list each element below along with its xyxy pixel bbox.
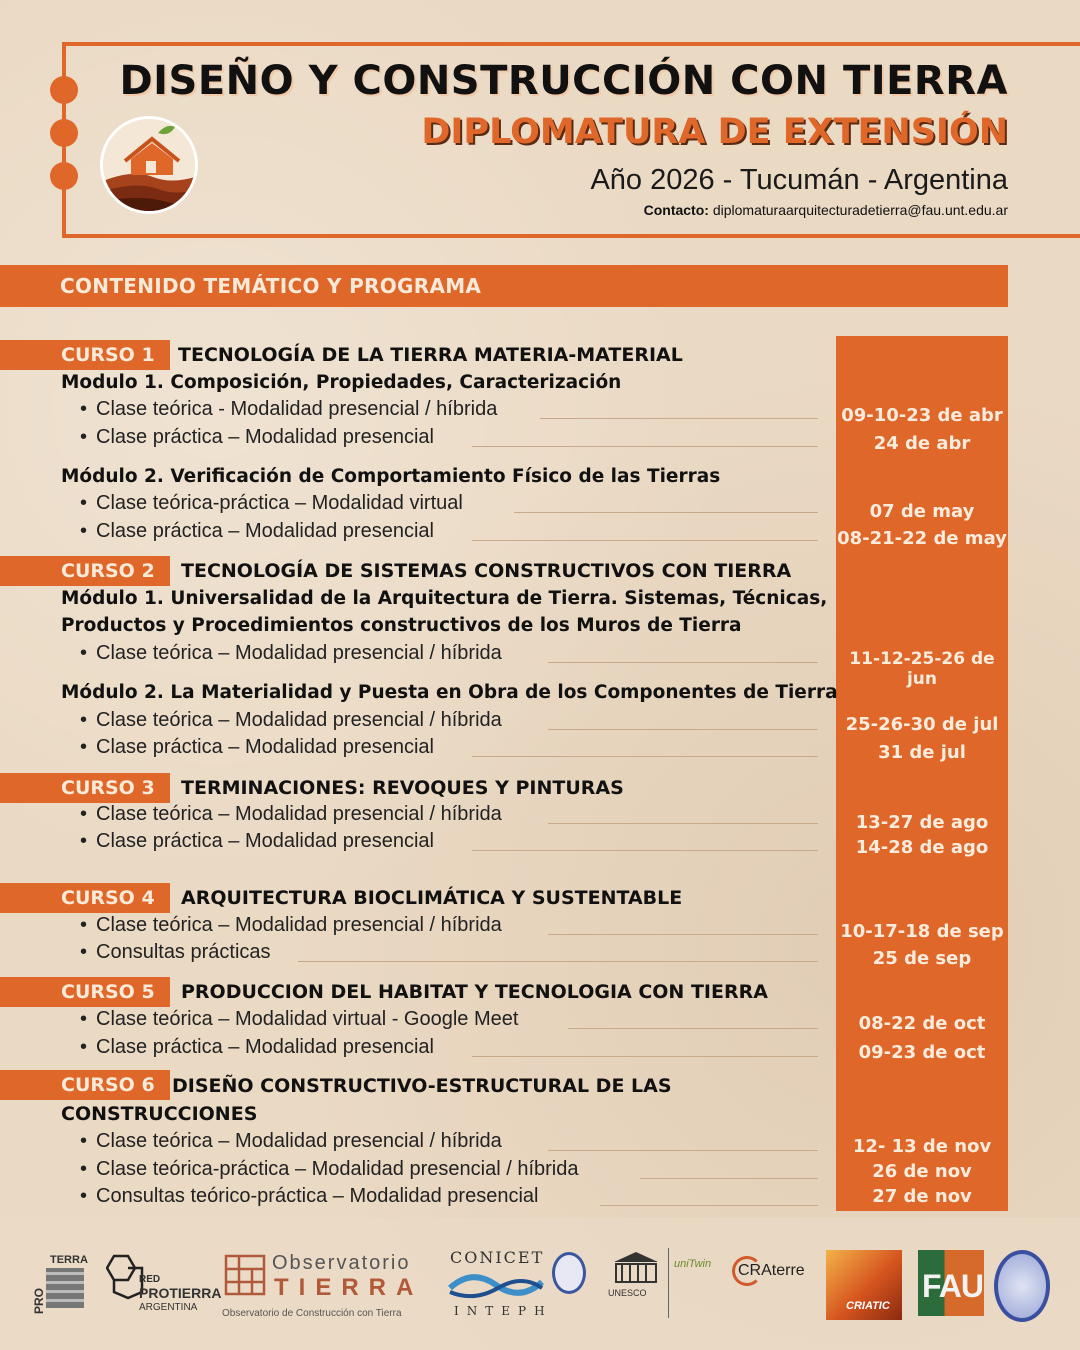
class-item: • Consultas prácticas [80, 941, 271, 963]
module-title: Módulo 1. Universalidad de la Arquitectura de Tierra. Sistemas, Técnicas, [61, 588, 828, 609]
class-item: • Clase práctica – Modalidad presencial [80, 520, 434, 542]
module-title: Módulo 2. Verificación de Comportamiento Físico de las Tierras [61, 466, 721, 487]
leader-line [472, 756, 818, 757]
course-tag: CURSO 5 [0, 977, 170, 1007]
pro-terra-logo: TERRA PRO [32, 1254, 88, 1315]
module-title: Módulo 2. La Materialidad y Puesta en Obra de los Componentes de Tierra [61, 682, 838, 703]
date-label: 31 de jul [878, 742, 966, 763]
decor-dot [50, 76, 78, 104]
main-title: DISEÑO Y CONSTRUCCIÓN CON TIERRA [119, 58, 1008, 104]
module-title: Modulo 1. Composición, Propiedades, Caracterización [61, 372, 622, 393]
class-item: • Clase práctica – Modalidad presencial [80, 426, 434, 448]
footer-logos [0, 1218, 1080, 1350]
class-item: • Clase teórica – Modalidad presencial / híbrida [80, 709, 502, 731]
date-label: 13-27 de ago [855, 812, 989, 833]
class-item: • Clase teórica-práctica – Modalidad virtual [80, 492, 463, 514]
date-label: 07 de may [869, 501, 975, 522]
leader-line [548, 1150, 818, 1151]
leader-line [640, 1178, 818, 1179]
course-title: ARQUITECTURA BIOCLIMÁTICA Y SUSTENTABLE [181, 887, 683, 909]
leader-line [298, 961, 818, 962]
date-label: 27 de nov [872, 1186, 972, 1207]
course-title: TERMINACIONES: REVOQUES Y PINTURAS [181, 777, 624, 799]
unesco-unitwin-logo: UNESCO uniTwin [604, 1248, 724, 1328]
grid-icon [224, 1254, 266, 1296]
leader-line [568, 1028, 818, 1029]
red-protierra-logo: RED PROTIERRA ARGENTINA [104, 1252, 216, 1322]
leader-line [540, 418, 818, 419]
date-label: 14-28 de ago [855, 837, 989, 858]
conicet-logo: CONICET INTEPH [448, 1248, 588, 1322]
class-item: • Clase teórica – Modalidad virtual - Google Meet [80, 1008, 519, 1030]
course-tag: CURSO 1 [0, 340, 170, 370]
class-item: • Clase práctica – Modalidad presencial [80, 736, 434, 758]
class-item: • Clase teórica – Modalidad presencial / híbrida [80, 642, 502, 664]
class-item: • Clase práctica – Modalidad presencial [80, 1036, 434, 1058]
leader-line [600, 1205, 818, 1206]
date-label: 24 de abr [873, 433, 971, 454]
date-label: 08-22 de oct [858, 1013, 986, 1034]
date-label: 09-10-23 de abr [841, 405, 1003, 426]
fau-logo: FAU [918, 1250, 986, 1320]
decor-dot [50, 119, 78, 147]
leader-line [472, 540, 818, 541]
leader-line [548, 662, 818, 663]
program-subtitle: DIPLOMATURA DE EXTENSIÓN [421, 112, 1008, 152]
date-label: 25-26-30 de jul [845, 714, 999, 735]
date-label: 08-21-22 de may [837, 528, 1007, 549]
leader-line [548, 934, 818, 935]
date-label: 26 de nov [872, 1161, 972, 1182]
leader-line [514, 512, 818, 513]
criatic-logo: CRIATIC [826, 1250, 902, 1320]
course-title: TECNOLOGÍA DE LA TIERRA MATERIA-MATERIAL [178, 344, 683, 366]
date-label: 10-17-18 de sep [840, 921, 1004, 942]
course-tag: CURSO 2 [0, 556, 170, 586]
leader-line [472, 850, 818, 851]
course-tag: CURSO 6 [0, 1070, 170, 1100]
date-label: 09-23 de oct [858, 1042, 986, 1063]
seal-icon [552, 1252, 586, 1294]
class-item: • Clase teórica – Modalidad presencial / híbrida [80, 914, 502, 936]
course-title-cont: CONSTRUCCIONES [61, 1103, 258, 1125]
class-item: • Clase teórica-práctica – Modalidad presencial / híbrida [80, 1158, 579, 1180]
decor-dot [50, 162, 78, 190]
class-item: • Clase teórica - Modalidad presencial / híbrida [80, 398, 498, 420]
class-item: • Clase teórica – Modalidad presencial / híbrida [80, 1130, 502, 1152]
course-title: DISEÑO CONSTRUCTIVO-ESTRUCTURAL DE LAS [172, 1075, 672, 1097]
module-title: Productos y Procedimientos constructivos de los Muros de Tierra [61, 615, 742, 636]
course-title: TECNOLOGÍA DE SISTEMAS CONSTRUCTIVOS CON TIERRA [181, 560, 792, 582]
leader-line [472, 446, 818, 447]
course-tag: CURSO 4 [0, 883, 170, 913]
contact-email[interactable]: diplomaturaarquitecturadetierra@fau.unt.edu.ar [712, 202, 1008, 218]
date-label: 11-12-25-26 de jun [849, 649, 995, 689]
leader-line [548, 823, 818, 824]
class-item: • Consultas teórico-práctica – Modalidad presencial [80, 1185, 539, 1207]
earth-house-logo [100, 116, 198, 214]
date-label: 25 de sep [872, 948, 972, 969]
contact-line [644, 202, 1008, 218]
wave-icon [448, 1268, 544, 1302]
dates-column [836, 336, 1008, 1211]
section-title: CONTENIDO TEMÁTICO Y PROGRAMA [0, 265, 1008, 307]
course-tag: CURSO 3 [0, 773, 170, 803]
class-item: • Clase práctica – Modalidad presencial [80, 830, 434, 852]
year-place: Año 2026 - Tucumán - Argentina [590, 164, 1008, 196]
leader-line [472, 1056, 818, 1057]
observatorio-tierra-logo: Observatorio TIERRA Observatorio de Construcción con Tierra [222, 1252, 424, 1319]
unt-seal-icon [994, 1250, 1050, 1322]
class-item: • Clase teórica – Modalidad presencial / híbrida [80, 803, 502, 825]
leader-line [548, 729, 818, 730]
contact-label: Contacto: [643, 202, 709, 218]
craterre-logo: CRAterre [732, 1250, 822, 1320]
date-label: 12- 13 de nov [852, 1136, 992, 1157]
course-title: PRODUCCION DEL HABITAT Y TECNOLOGIA CON TIERRA [181, 981, 768, 1003]
temple-icon [610, 1250, 662, 1286]
